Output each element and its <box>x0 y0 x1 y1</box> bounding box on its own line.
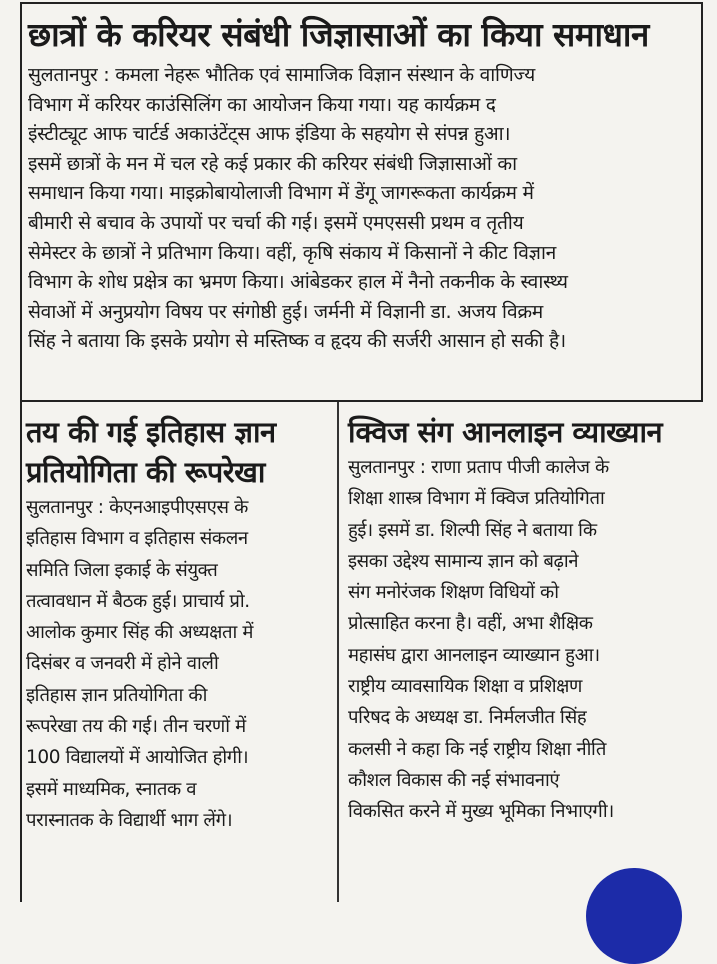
body-line: इतिहास विभाग व इतिहास संकलन <box>26 528 248 550</box>
body-line: राष्ट्रीय व्यावसायिक शिक्षा व प्रशिक्षण <box>348 676 583 698</box>
body-line: परास्नातक के विद्यार्थी भाग लेंगे। <box>26 809 233 831</box>
left-story-headline-line: तय की गई इतिहास ज्ञान <box>26 415 276 449</box>
body-line: तत्वावधान में बैठक हुई। प्राचार्य प्रो. <box>26 590 250 612</box>
section-divider-rule <box>20 400 703 402</box>
right-story-headline: क्विज संग आनलाइन व्याख्यान <box>348 415 663 449</box>
body-line: विकसित करने में मुख्य भूमिका निभाएगी। <box>348 801 614 823</box>
body-line: विभाग के शोध प्रक्षेत्र का भ्रमण किया। आंबेडकर हाल में नैनो तकनीक के स्वास्थ्य <box>28 270 568 294</box>
body-line: सिंह ने बताया कि इसके प्रयोग से मस्तिष्क व हृदय की सर्जरी आसान हो सकी है। <box>28 329 566 353</box>
body-line: रूपरेखा तय की गई। तीन चरणों में <box>26 716 246 738</box>
body-line: सुलतानपुर : राणा प्रताप पीजी कालेज के <box>348 457 609 478</box>
right-story <box>348 412 690 828</box>
body-line: शिक्षा शास्त्र विभाग में क्विज प्रतियोगिता <box>348 488 605 510</box>
body-line: विभाग में करियर काउंसिलिंग का आयोजन किया गया। यह कार्यक्रम द <box>28 92 496 116</box>
top-story-headline: छात्रों के करियर संबंधी जिज्ञासाओं का किया समाधान <box>28 15 649 54</box>
body-line: इसमें छात्रों के मन में चल रहे कई प्रकार की करियर संबंधी जिज्ञासाओं का <box>28 151 517 175</box>
body-line: सेवाओं में अनुप्रयोग विषय पर संगोष्ठी हुई। जर्मनी में विज्ञानी डा. अजय विक्रम <box>28 299 543 323</box>
body-line: इतिहास ज्ञान प्रतियोगिता की <box>26 684 208 706</box>
body-line: प्रोत्साहित करना है। वहीं, अभा शैक्षिक <box>348 613 593 635</box>
left-story-headline-line: प्रतियोगिता की रूपरेखा <box>26 455 265 489</box>
left-border-rule <box>20 2 22 902</box>
top-story <box>28 14 693 356</box>
left-story-body <box>26 492 332 836</box>
body-line: समिति जिला इकाई के संयुक्त <box>26 559 218 581</box>
top-story-body <box>28 60 693 356</box>
body-line: महासंघ द्वारा आनलाइन व्याख्यान हुआ। <box>348 644 600 666</box>
column-divider-rule <box>337 402 339 902</box>
left-story <box>26 412 332 836</box>
body-line: सुलतानपुर : कमला नेहरू भौतिक एवं सामाजिक विज्ञान संस्थान के वाणिज्य <box>28 63 535 86</box>
body-line: सुलतानपुर : केएनआइपीएसएस के <box>26 497 248 518</box>
right-story-body <box>348 452 690 828</box>
top-border-rule <box>20 2 703 4</box>
blue-circle-badge <box>586 868 682 964</box>
body-line: इंस्टीट्यूट आफ चार्टर्ड अकाउंटेंट्स आफ इंडिया के सहयोग से संपन्न हुआ। <box>28 122 511 146</box>
body-line: आलोक कुमार सिंह की अध्यक्षता में <box>26 622 254 644</box>
body-line: बीमारी से बचाव के उपायों पर चर्चा की गई। इसमें एमएससी प्रथम व तृतीय <box>28 210 524 234</box>
body-line: कौशल विकास की नई संभावनाएं <box>348 769 560 791</box>
body-line: सेमेस्टर के छात्रों ने प्रतिभाग किया। वहीं, कृषि संकाय में किसानों ने कीट विज्ञान <box>28 240 556 264</box>
body-line: संग मनोरंजक शिक्षण विधियों को <box>348 582 559 604</box>
body-line: दिसंबर व जनवरी में होने वाली <box>26 653 219 675</box>
body-line: हुई। इसमें डा. शिल्पी सिंह ने बताया कि <box>348 519 597 541</box>
body-line: इसका उद्देश्य सामान्य ज्ञान को बढ़ाने <box>348 550 579 572</box>
body-line: समाधान किया गया। माइक्रोबायोलाजी विभाग में डेंगू जागरूकता कार्यक्रम में <box>28 181 534 205</box>
body-line: परिषद के अध्यक्ष डा. निर्मलजीत सिंह <box>348 707 587 729</box>
body-line: 100 विद्यालयों में आयोजित होगी। <box>26 747 249 769</box>
right-border-rule <box>701 2 703 400</box>
body-line: इसमें माध्यमिक, स्नातक व <box>26 778 197 800</box>
body-line: कलसी ने कहा कि नई राष्ट्रीय शिक्षा नीति <box>348 738 606 760</box>
